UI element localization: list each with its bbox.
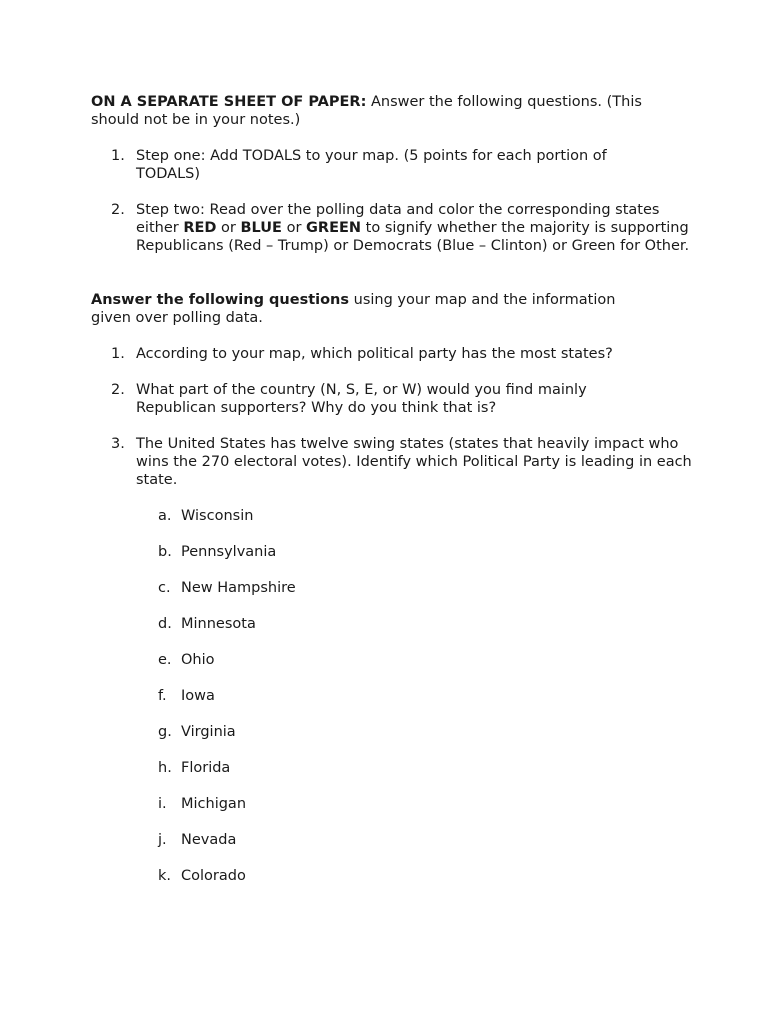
step-number: 2.	[111, 202, 125, 218]
step-text: or	[216, 220, 241, 236]
intro-bold: ON A SEPARATE SHEET OF PAPER:	[91, 94, 367, 110]
state-item	[91, 543, 691, 561]
state-item	[91, 507, 691, 525]
state-name: New Hampshire	[181, 580, 296, 596]
state-item	[91, 651, 691, 669]
state-letter: h.	[158, 760, 172, 776]
blue-label: BLUE	[240, 220, 282, 236]
state-name: Nevada	[181, 832, 237, 848]
state-letter: e.	[158, 652, 172, 668]
state-letter: f.	[158, 688, 167, 704]
state-item	[91, 795, 691, 813]
question-text: What part of the country (N, S, E, or W) would you find mainly Republican supporters? Why do you think that is?	[136, 382, 587, 416]
state-item	[91, 723, 691, 741]
state-letter: c.	[158, 580, 171, 596]
state-name: Wisconsin	[181, 508, 254, 524]
answer-intro-bold: Answer the following questions	[91, 292, 350, 308]
state-item	[91, 831, 691, 849]
state-name: Iowa	[181, 688, 215, 704]
question-text: According to your map, which political party has the most states?	[136, 346, 613, 362]
steps-list	[91, 147, 691, 255]
state-letter: d.	[158, 616, 172, 632]
state-item	[91, 687, 691, 705]
state-name: Colorado	[181, 868, 246, 884]
document-page	[91, 93, 691, 885]
state-name: Michigan	[181, 796, 247, 812]
state-letter: k.	[158, 868, 172, 884]
state-letter: i.	[158, 796, 167, 812]
green-label: GREEN	[306, 220, 362, 236]
intro-text: Answer the following questions. (This should not be in your notes.)	[91, 94, 642, 128]
state-item	[91, 579, 691, 597]
step-text: Step two: Read over the polling data and color the corresponding states either	[136, 202, 660, 236]
state-item	[91, 759, 691, 777]
answer-intro-text: using your map and the information given over polling data.	[91, 292, 616, 326]
state-letter: g.	[158, 724, 172, 740]
question-text: The United States has twelve swing states (states that heavily impact who wins the 270 electoral votes). Identify which Political Party is leading in each state.	[136, 436, 692, 488]
state-name: Minnesota	[181, 616, 256, 632]
step-item	[91, 201, 696, 255]
swing-states-list	[91, 507, 691, 885]
answer-intro-paragraph	[91, 291, 656, 327]
questions-list	[91, 345, 691, 489]
question-number: 2.	[111, 382, 125, 398]
step-text: to signify whether the majority is supporting Republicans (Red – Trump) or Democrats (Blue – Clinton) or Green for Other.	[136, 220, 690, 254]
question-number: 1.	[111, 346, 125, 362]
step-number: 1.	[111, 148, 125, 164]
intro-paragraph	[91, 93, 676, 129]
question-item	[91, 381, 656, 417]
state-name: Ohio	[181, 652, 215, 668]
red-label: RED	[183, 220, 217, 236]
state-item	[91, 867, 691, 885]
state-item	[91, 615, 691, 633]
step-text: or	[281, 220, 307, 236]
question-number: 3.	[111, 436, 125, 452]
question-item	[91, 345, 696, 363]
step-item	[91, 147, 636, 183]
state-letter: b.	[158, 544, 172, 560]
state-name: Virginia	[181, 724, 236, 740]
state-letter: a.	[158, 508, 172, 524]
step-text: Step one: Add TODALS to your map. (5 points for each portion of TODALS)	[136, 148, 607, 182]
state-name: Florida	[181, 760, 231, 776]
state-letter: j.	[158, 832, 167, 848]
question-item	[91, 435, 696, 489]
state-name: Pennsylvania	[181, 544, 277, 560]
